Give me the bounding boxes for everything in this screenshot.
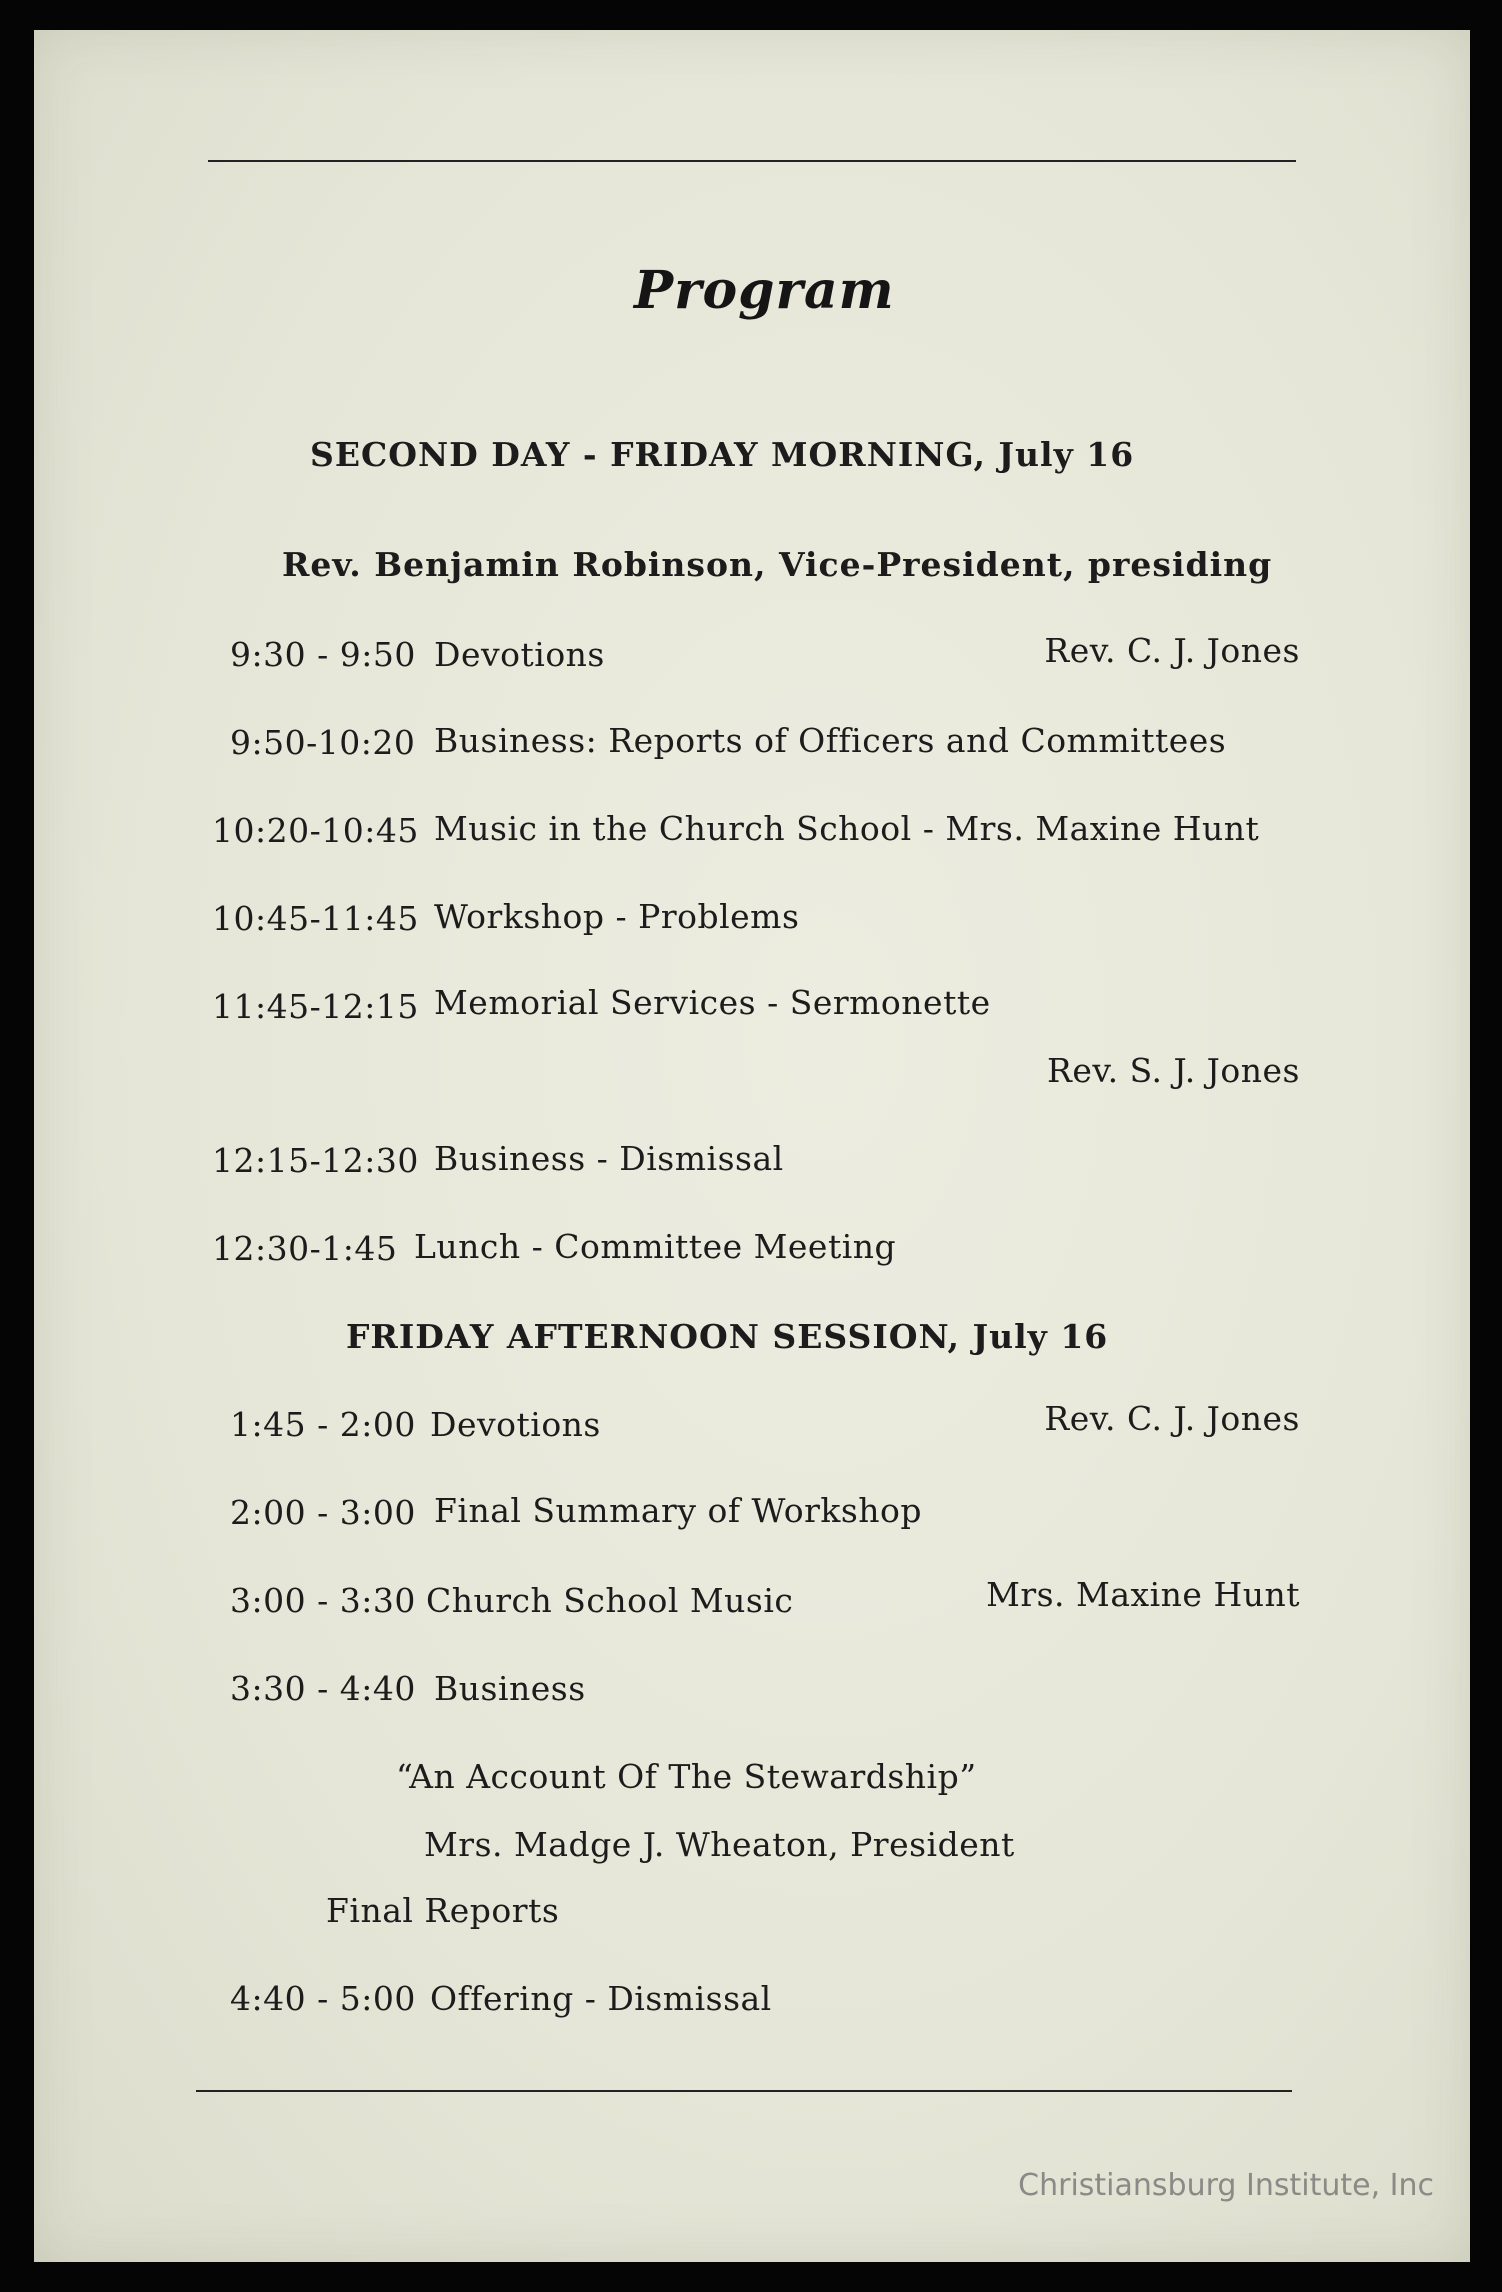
afternoon-item-3-time: 3:00 - 3:30	[230, 1581, 416, 1620]
afternoon-item-1-leader: Rev. C. J. Jones	[1044, 1399, 1300, 1438]
stewardship-speaker: Mrs. Madge J. Wheaton, President	[424, 1825, 1015, 1864]
afternoon-item-1-time: 1:45 - 2:00	[230, 1405, 416, 1444]
morning-item-7-event: Lunch - Committee Meeting	[414, 1227, 897, 1266]
morning-item-1-leader: Rev. C. J. Jones	[1044, 631, 1300, 670]
morning-item-5-event: Memorial Services - Sermonette	[434, 983, 991, 1022]
morning-item-4-event: Workshop - Problems	[434, 897, 800, 936]
morning-item-3-event: Music in the Church School - Mrs. Maxine Hunt	[434, 809, 1260, 848]
afternoon-item-4-time: 3:30 - 4:40	[230, 1669, 416, 1708]
morning-item-6-time: 12:15-12:30	[212, 1141, 419, 1180]
afternoon-item-3-event: Church School Music	[426, 1581, 794, 1620]
top-rule	[208, 160, 1296, 162]
bottom-rule	[196, 2090, 1292, 2092]
morning-item-1-time: 9:30 - 9:50	[230, 635, 416, 674]
morning-item-6-event: Business - Dismissal	[434, 1139, 784, 1178]
morning-item-4-time: 10:45-11:45	[212, 899, 419, 938]
afternoon-item-1-event: Devotions	[430, 1405, 601, 1444]
final-reports: Final Reports	[326, 1891, 560, 1930]
afternoon-item-3-leader: Mrs. Maxine Hunt	[986, 1575, 1300, 1614]
morning-item-5-leader: Rev. S. J. Jones	[1047, 1051, 1300, 1090]
morning-item-2-event: Business: Reports of Officers and Committees	[434, 721, 1227, 760]
afternoon-item-5-time: 4:40 - 5:00	[230, 1979, 416, 2018]
morning-item-7-time: 12:30-1:45	[212, 1229, 398, 1268]
afternoon-heading: FRIDAY AFTERNOON SESSION, July 16	[346, 1317, 1109, 1356]
morning-item-2-time: 9:50-10:20	[230, 723, 416, 762]
morning-item-3-time: 10:20-10:45	[212, 811, 419, 850]
watermark: Christiansburg Institute, Inc	[1018, 2168, 1434, 2203]
morning-item-5-time: 11:45-12:15	[212, 987, 419, 1026]
afternoon-item-4-event: Business	[434, 1669, 586, 1708]
page-title: Program	[634, 260, 895, 321]
stewardship-title: “An Account Of The Stewardship”	[396, 1757, 977, 1796]
program-page	[34, 30, 1470, 2262]
afternoon-item-2-time: 2:00 - 3:00	[230, 1493, 416, 1532]
afternoon-item-5-event: Offering - Dismissal	[430, 1979, 772, 2018]
presiding-line: Rev. Benjamin Robinson, Vice-President, presiding	[282, 545, 1273, 584]
morning-item-1-event: Devotions	[434, 635, 605, 674]
morning-heading: SECOND DAY - FRIDAY MORNING, July 16	[310, 435, 1135, 474]
afternoon-item-2-event: Final Summary of Workshop	[434, 1491, 923, 1530]
